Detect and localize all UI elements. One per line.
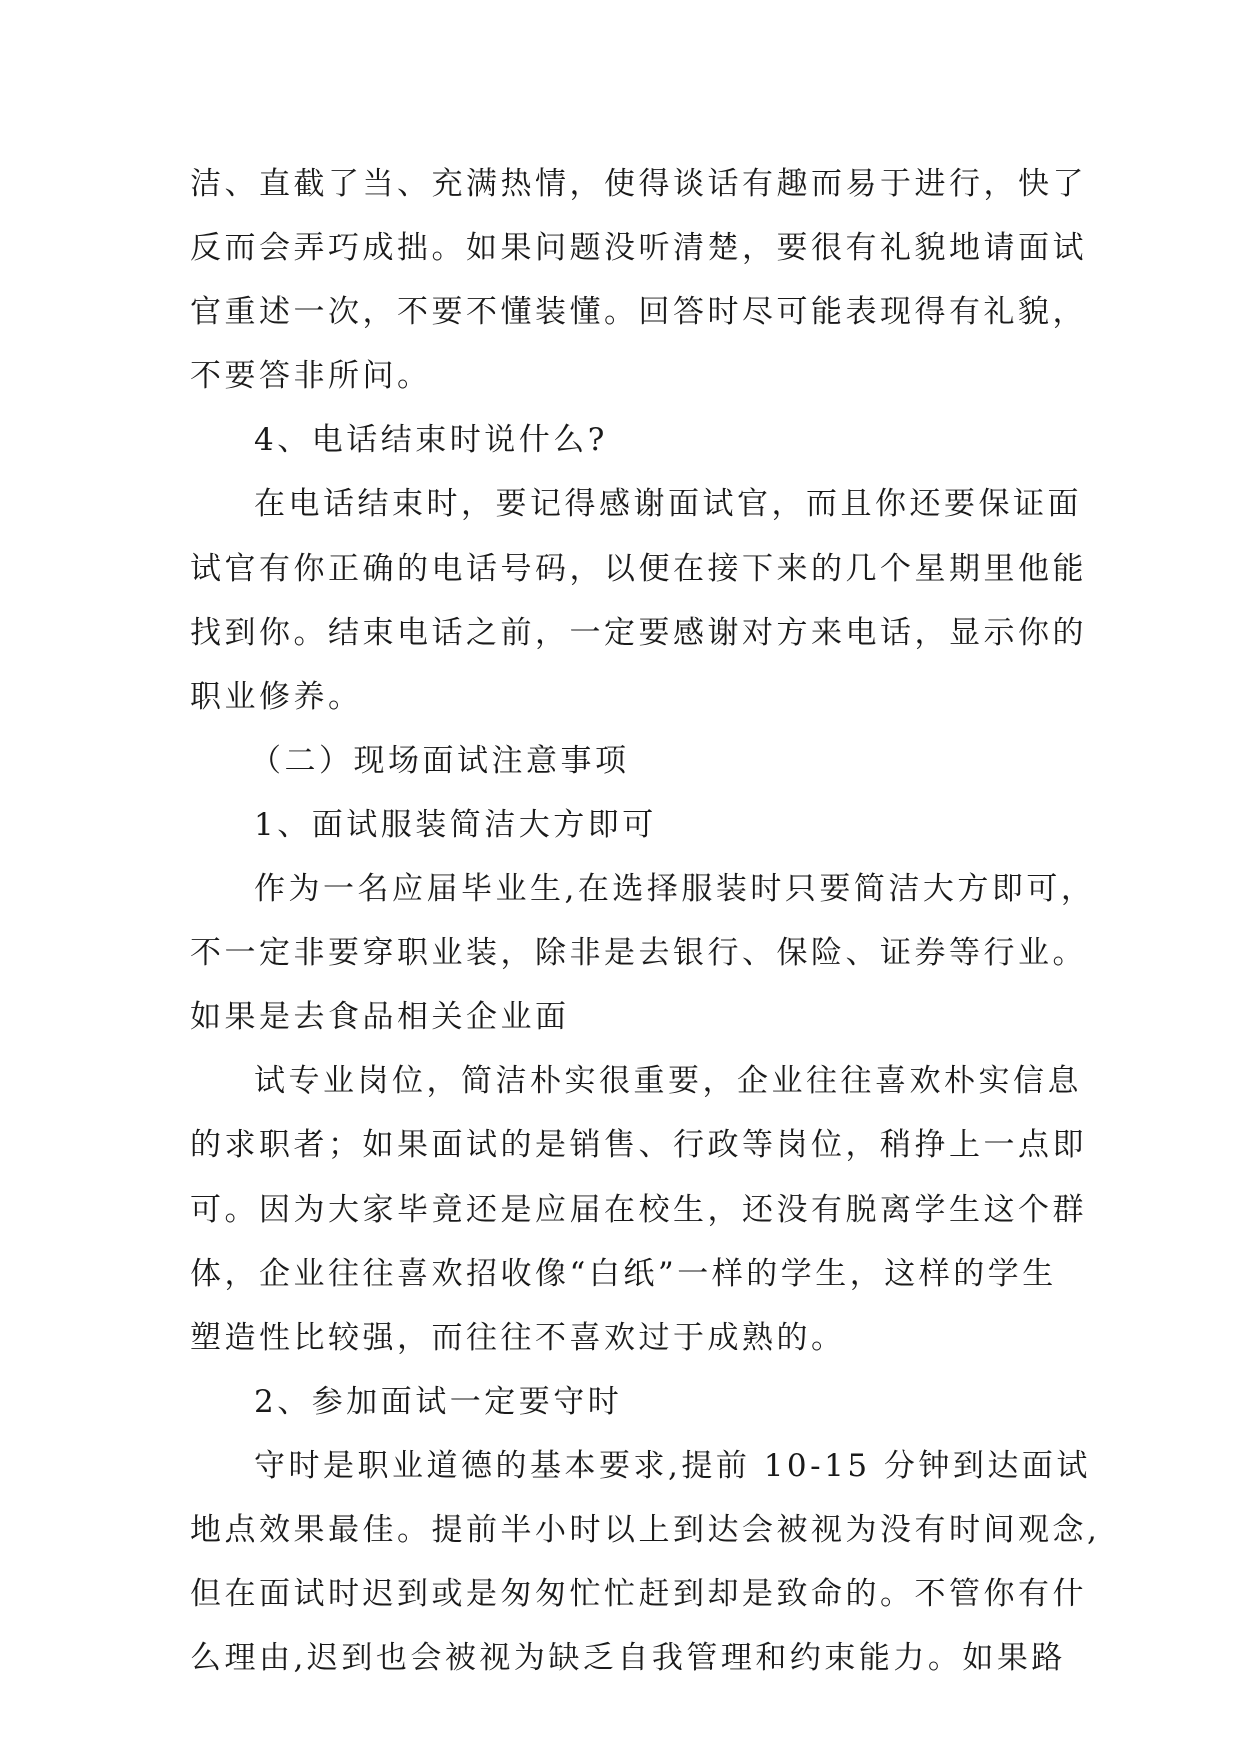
text-line-22: 地点效果最佳。提前半小时以上到达会被视为没有时间观念, — [190, 1511, 1101, 1548]
text-line-24: 么理由,迟到也会被视为缺乏自我管理和约束能力。如果路 — [190, 1640, 1066, 1677]
text-line-17: 可。因为大家毕竟还是应届在校生，还没有脱离学生这个群 — [190, 1191, 1087, 1228]
text-line-21: 守时是职业道德的基本要求,提前 10-15 分钟到达面试 — [254, 1447, 1091, 1484]
text-line-14: 如果是去食品相关企业面 — [190, 999, 570, 1036]
text-line-4: 不要答非所问。 — [190, 358, 432, 395]
text-line-18: 体，企业往往喜欢招收像“白纸”一样的学生，这样的学生 — [190, 1255, 1057, 1292]
text-line-1: 洁、直截了当、充满热情，使得谈话有趣而易于进行，快了 — [190, 166, 1087, 202]
section-heading-4: 4、电话结束时说什么? — [254, 422, 608, 459]
body-text — [190, 152, 1101, 1690]
text-line-7: 试官有你正确的电话号码，以便在接下来的几个星期里他能 — [190, 550, 1087, 587]
text-line-6: 在电话结束时，要记得感谢面试官，而且你还要保证面 — [254, 486, 1082, 523]
text-line-16: 的求职者；如果面试的是销售、行政等岗位，稍挣上一点即 — [190, 1127, 1087, 1164]
text-line-9: 职业修养。 — [190, 678, 363, 715]
text-line-12: 作为一名应届毕业生,在选择服装时只要简洁大方即可， — [254, 871, 1096, 908]
text-line-3: 官重述一次，不要不懂装懂。回答时尽可能表现得有礼貌， — [190, 294, 1087, 331]
section-heading-1: 1、面试服装简洁大方即可 — [254, 806, 657, 843]
text-line-8: 找到你。结束电话之前，一定要感谢对方来电话，显示你的 — [190, 614, 1087, 651]
text-line-13: 不一定非要穿职业装，除非是去银行、保险、证券等行业。 — [190, 935, 1087, 972]
text-line-19: 塑造性比较强，而往往不喜欢过于成熟的。 — [190, 1319, 846, 1356]
text-line-15: 试专业岗位，简洁朴实很重要，企业往往喜欢朴实信息 — [254, 1063, 1082, 1100]
text-line-23: 但在面试时迟到或是匆匆忙忙赶到却是致命的。不管你有什 — [190, 1576, 1087, 1613]
section-heading-2: 2、参加面试一定要守时 — [254, 1383, 623, 1420]
text-line-2: 反而会弄巧成拙。如果问题没听清楚，要很有礼貌地请面试 — [190, 230, 1087, 267]
section-heading-onsite: （二）现场面试注意事项 — [250, 742, 630, 779]
